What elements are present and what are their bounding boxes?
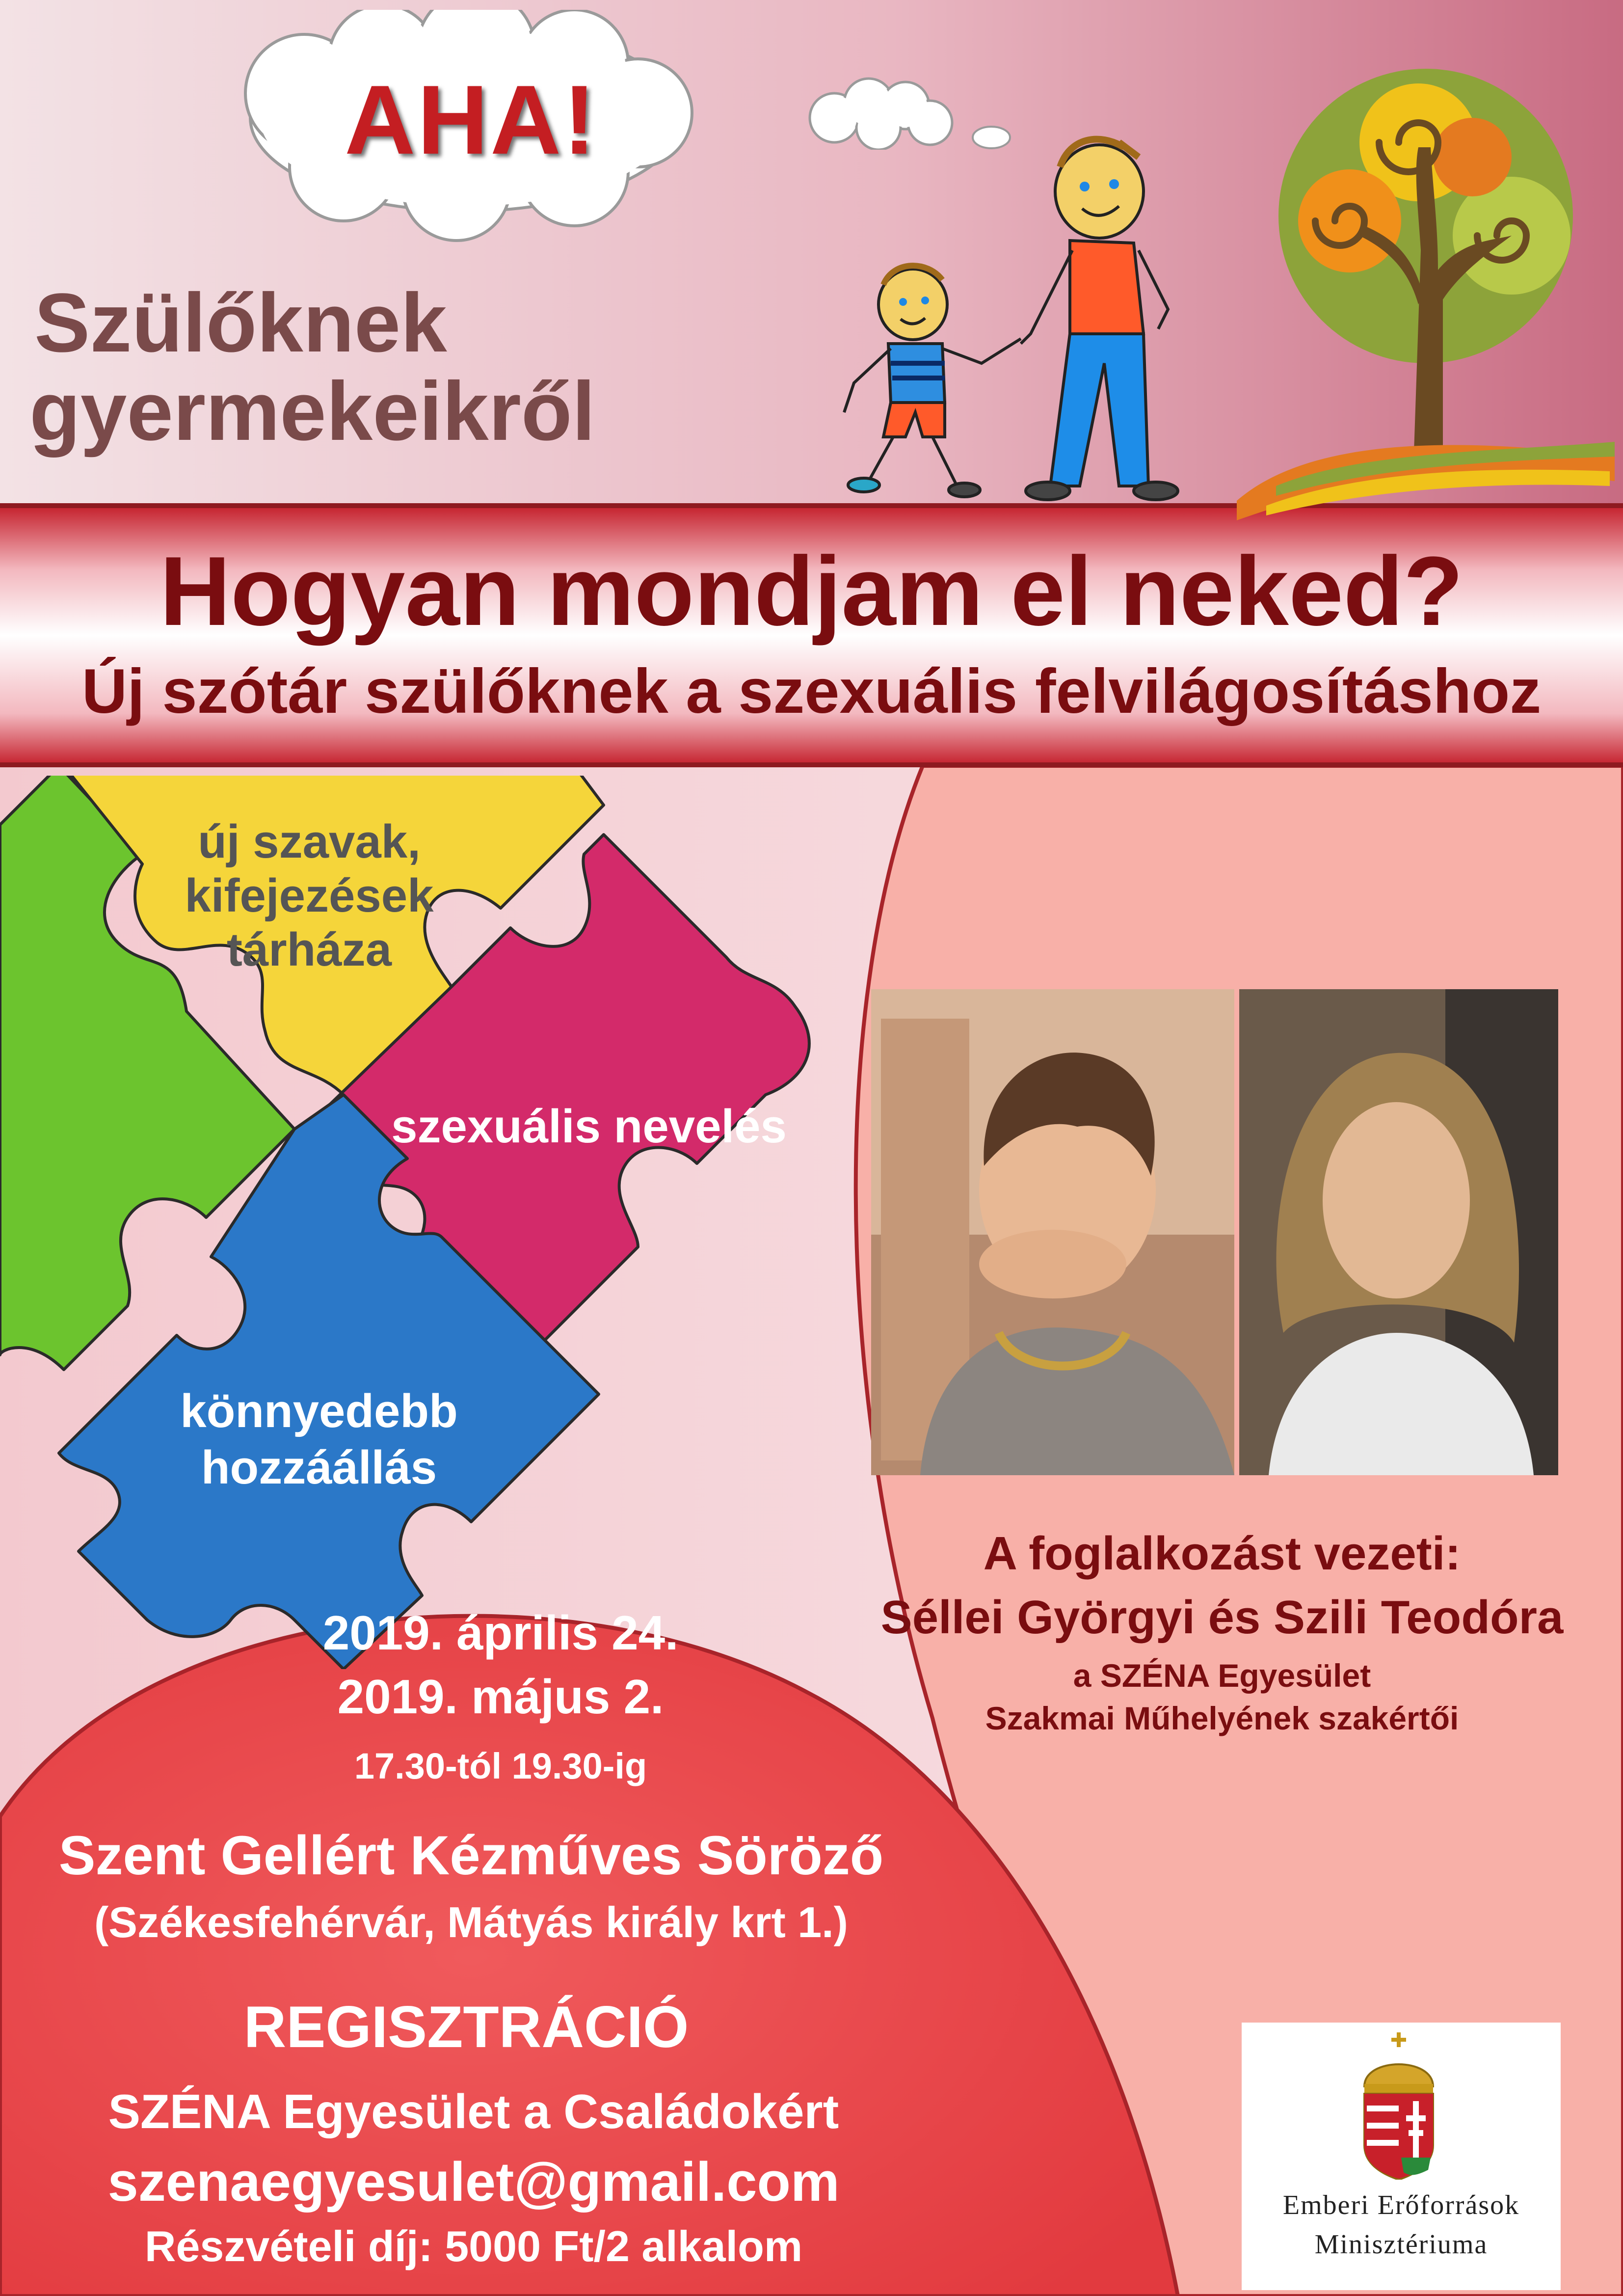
- event-address: (Székesfehérvár, Mátyás király krt 1.): [94, 1898, 848, 1946]
- event-date-2: 2019. május 2.: [337, 1670, 664, 1724]
- host-photo-1: [871, 989, 1234, 1475]
- registration-label: REGISZTRÁCIÓ: [243, 1994, 689, 2060]
- puzzle-blue-line-1: könnyedebb: [180, 1385, 458, 1437]
- subtitle-line-2: gyermekeikről: [29, 365, 595, 458]
- subtitle-line-1: Szülőknek: [34, 276, 447, 370]
- host-photo-2: [1239, 989, 1558, 1475]
- banner-title: Hogyan mondjam el neked?: [160, 537, 1463, 646]
- hosts-role-line-2: Szakmai Műhelyének szakértői: [985, 1700, 1459, 1736]
- puzzle-yellow-line-2: kifejezések: [185, 869, 434, 922]
- children-figures-icon: [825, 128, 1227, 511]
- aha-text: AHA!: [345, 65, 598, 175]
- sponsor-line-1: Emberi Erőforrások: [1282, 2190, 1520, 2220]
- puzzle-yellow-line-3: tárháza: [226, 923, 392, 976]
- organizer-name: SZÉNA Egyesület a Családokért: [108, 2084, 839, 2138]
- contact-email[interactable]: szenaegyesulet@gmail.com: [107, 2151, 840, 2213]
- hosts-role-line-1: a SZÉNA Egyesület: [1073, 1657, 1371, 1694]
- sponsor-line-2: Minisztériuma: [1314, 2229, 1488, 2260]
- puzzle-blue-line-2: hozzáállás: [201, 1441, 437, 1494]
- participation-fee: Részvételi díj: 5000 Ft/2 alkalom: [144, 2222, 803, 2270]
- puzzle-yellow-line-1: új szavak,: [198, 815, 421, 868]
- event-date-1: 2019. április 24.: [322, 1606, 679, 1660]
- puzzle-pink-text: szexuális nevelés: [391, 1100, 787, 1153]
- tree-icon: [1237, 64, 1615, 520]
- hungarian-coat-of-arms-icon: [1355, 2032, 1443, 2180]
- event-time: 17.30-tól 19.30-ig: [354, 1746, 647, 1786]
- banner-subtitle: Új szótár szülőknek a szexuális felvilágosításhoz: [81, 656, 1542, 727]
- event-venue: Szent Gellért Kézműves Söröző: [58, 1825, 884, 1886]
- hosts-heading: A foglalkozást vezeti:: [983, 1527, 1461, 1580]
- hosts-names: Séllei Györgyi és Szili Teodóra: [880, 1591, 1564, 1644]
